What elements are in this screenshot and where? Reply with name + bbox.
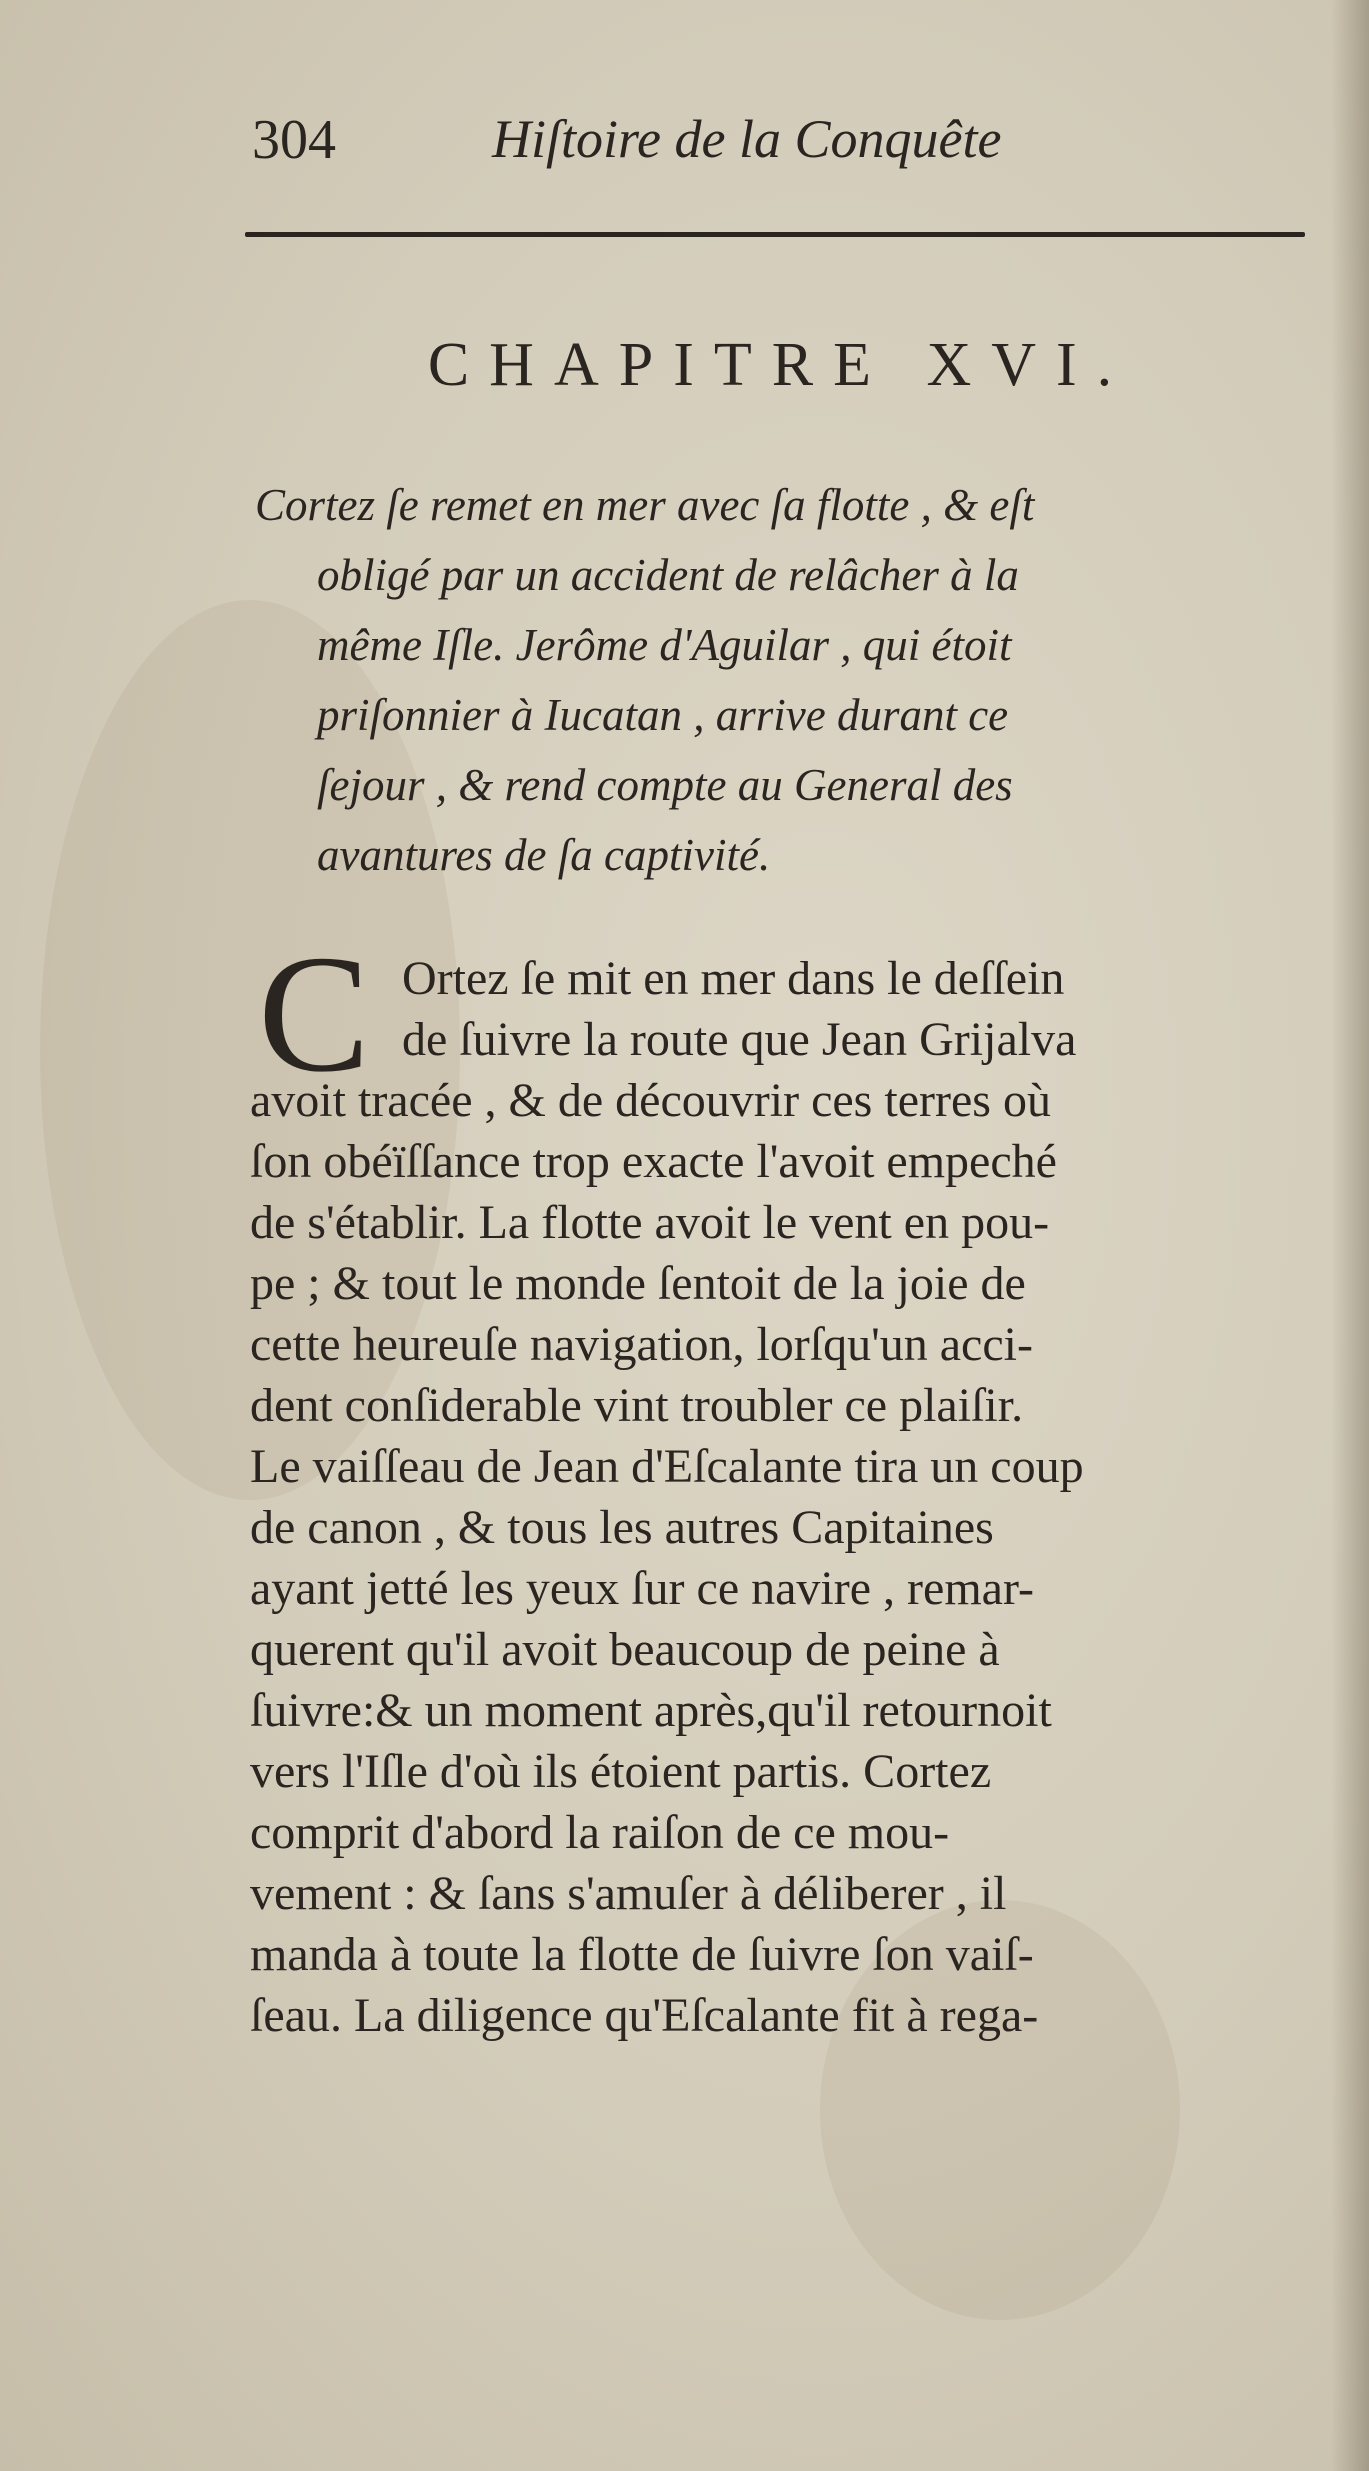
body-line: vers l'Iſle d'où ils étoient partis. Cortez [250,1745,992,1798]
summary-line: obligé par un accident de relâcher à la [317,550,1019,600]
chapter-heading: CHAPITRE XVI. [427,331,1133,399]
body-line: comprit d'abord la raiſon de ce mou- [250,1806,950,1859]
body-line: de ſuivre la route que Jean Grijalva [402,1013,1077,1066]
body-line: manda à toute la flotte de ſuivre ſon vaiſ- [250,1928,1034,1981]
body-line: vement : & ſans s'amuſer à déliberer , il [250,1867,1007,1920]
body-line: ſuivre:& un moment après,qu'il retournoit [250,1684,1052,1737]
body-line: Ortez ſe mit en mer dans le deſſein [402,952,1065,1005]
header-rule [245,232,1305,237]
running-title: Hiſtoire de la Conquête [492,109,1002,169]
body-line: ſon obéïſſance trop exacte l'avoit empeché [250,1135,1057,1188]
summary-line: Cortez ſe remet en mer avec ſa flotte , & eſt [255,480,1035,530]
running-head [252,108,1152,178]
summary-line: ſejour , & rend compte au General des [317,760,1013,810]
body-line: ayant jetté les yeux ſur ce navire , remar- [250,1562,1034,1615]
body-line: querent qu'il avoit beaucoup de peine à [250,1623,1000,1676]
body-text [250,921,1330,2046]
body-line: de s'établir. La flotte avoit le vent en pou- [250,1196,1050,1249]
body-line: de canon , & tous les autres Capitaines [250,1501,994,1554]
body-line: pe ; & tout le monde ſentoit de la joie de [250,1257,1026,1310]
body-line: avoit tracée , & de découvrir ces terres où [250,1074,1051,1127]
summary-line: priſonnier à Iucatan , arrive durant ce [317,690,1009,740]
chapter-summary [255,470,1315,890]
summary-line: avantures de ſa captivité. [317,830,771,880]
body-line: cette heureuſe navigation, lorſqu'un acci- [250,1318,1033,1371]
body-line: ſeau. La diligence qu'Eſcalante fit à rega- [250,1989,1039,2042]
drop-cap: C [258,921,371,1107]
page-number: 304 [252,109,336,171]
summary-line: même Iſle. Jerôme d'Aguilar , qui étoit [317,620,1012,670]
spine-shadow [1331,0,1369,2471]
body-line: Le vaiſſeau de Jean d'Eſcalante tira un coup [250,1440,1084,1493]
body-line: dent conſiderable vint troubler ce plaiſir. [250,1379,1024,1432]
